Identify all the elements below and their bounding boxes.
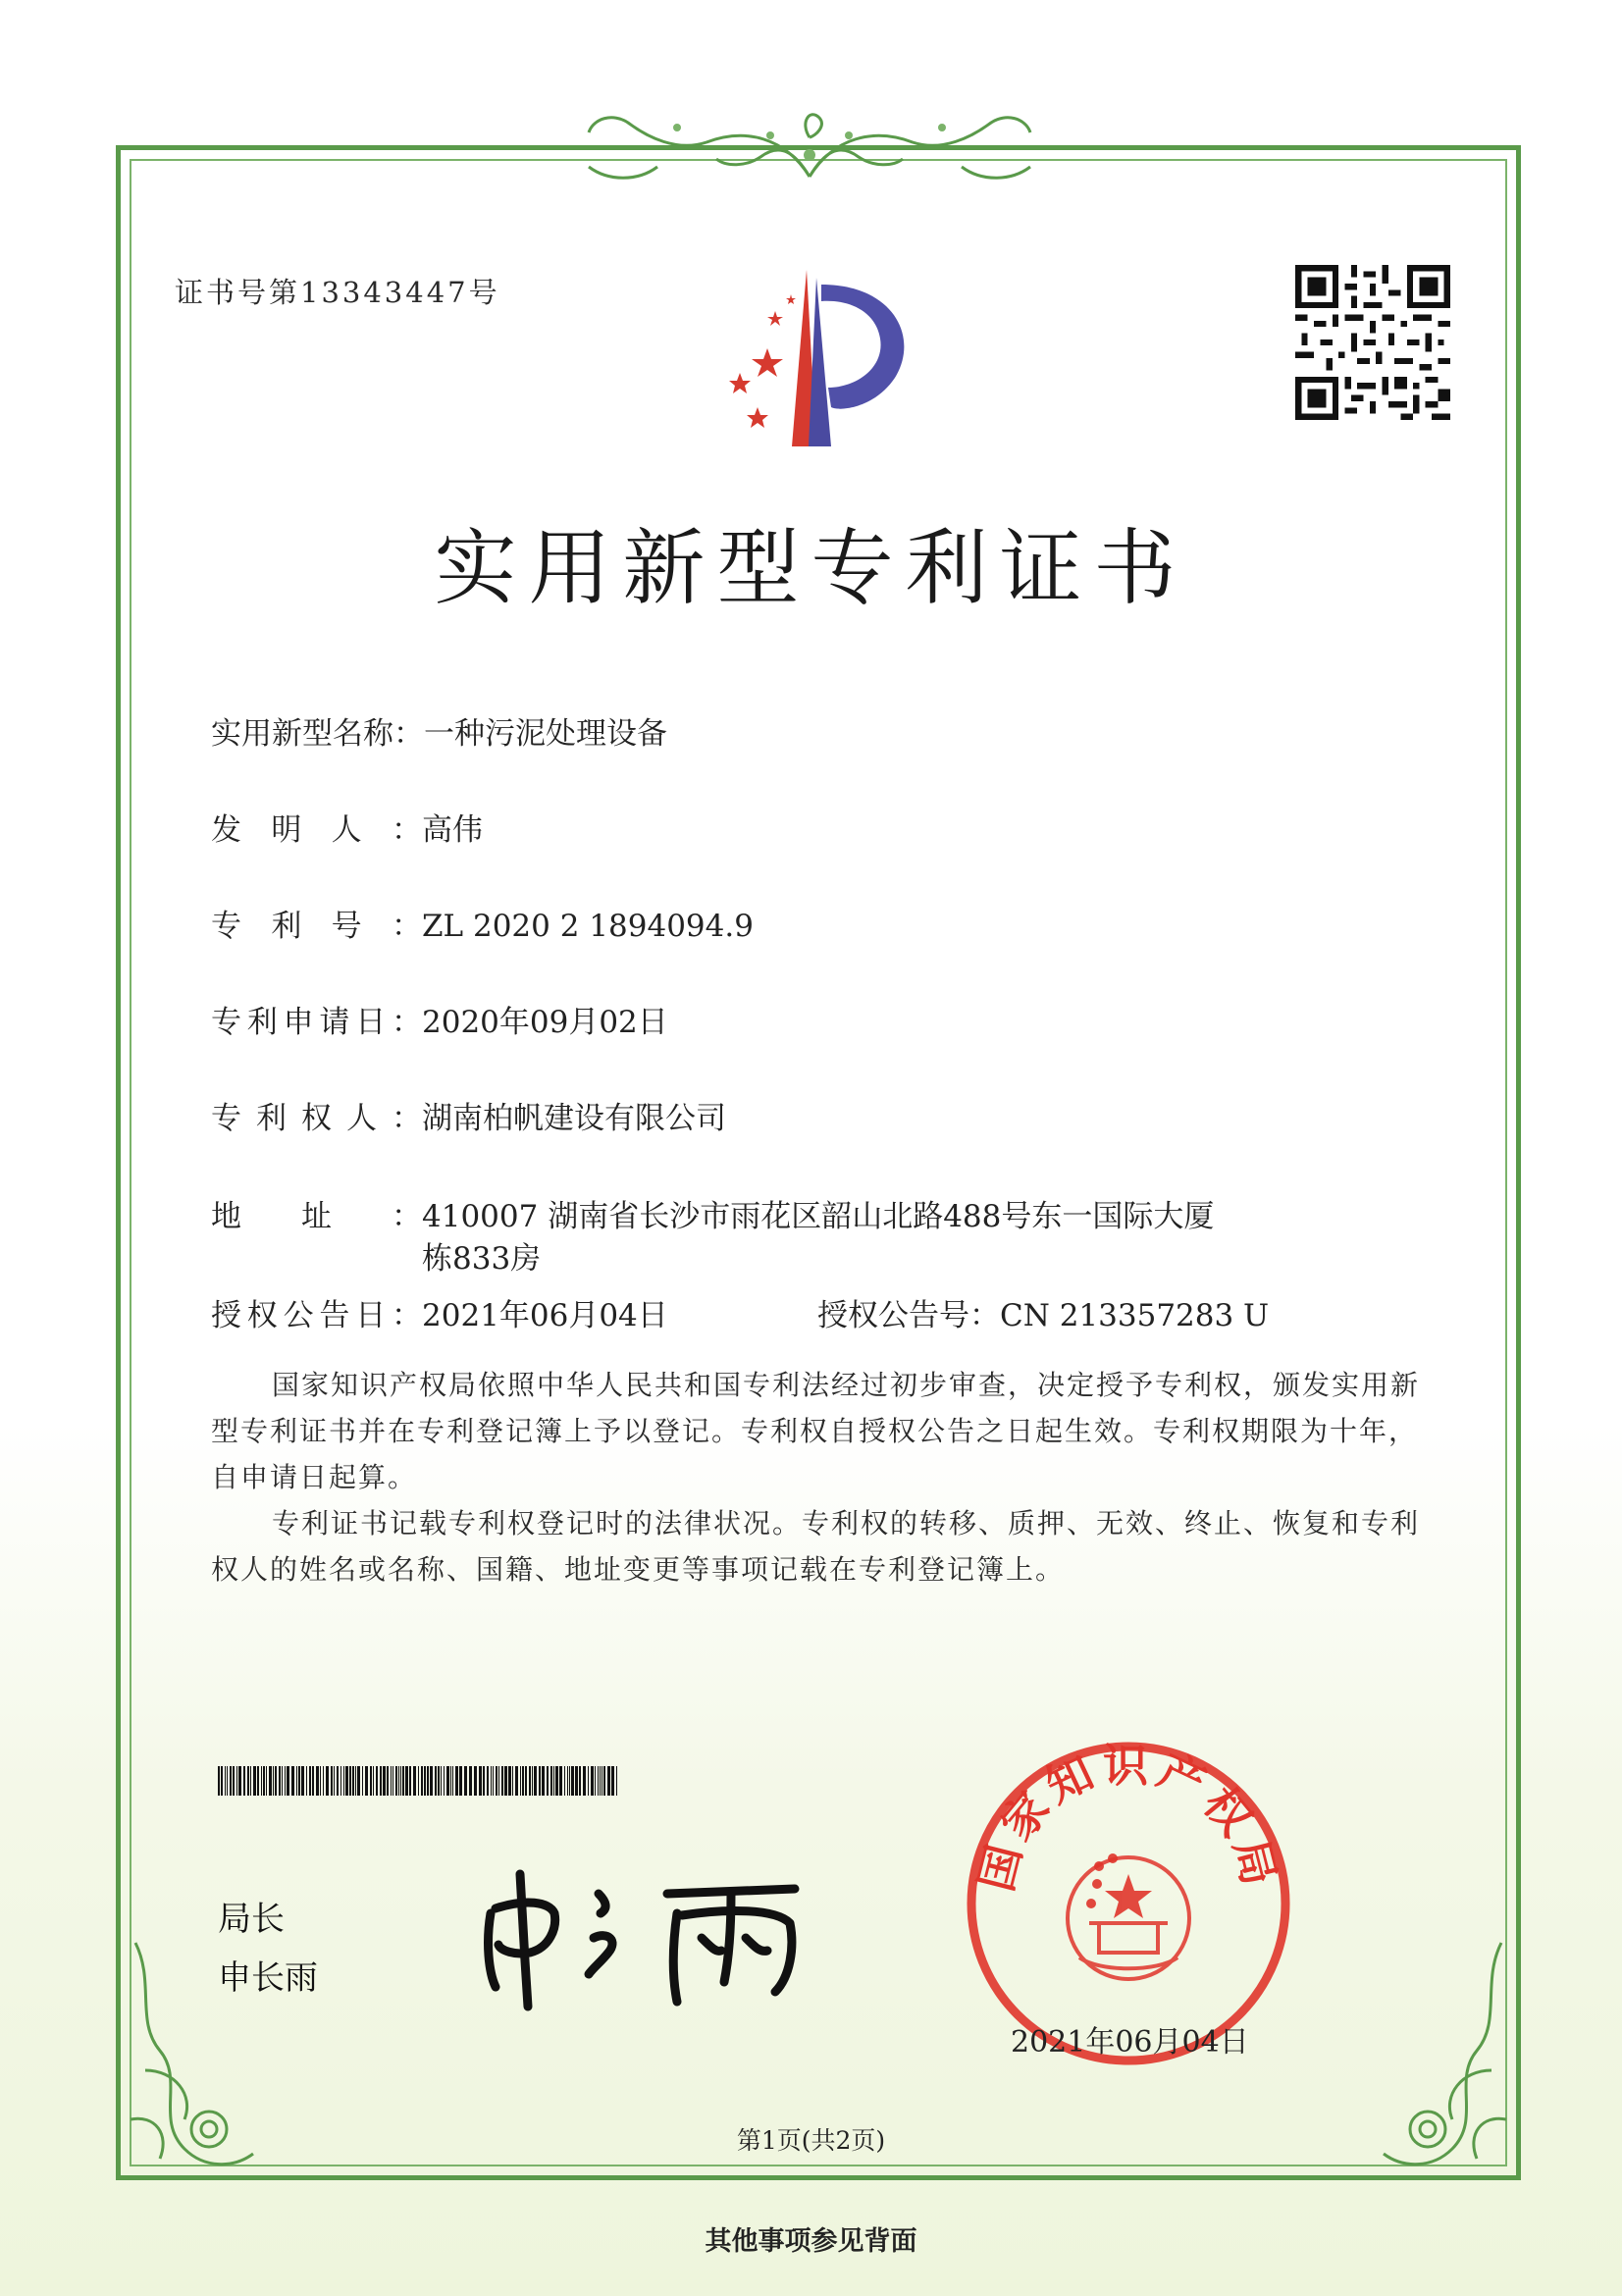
barcode-bar — [376, 1766, 378, 1796]
cnipa-logo-icon — [699, 260, 934, 456]
barcode-bar — [345, 1766, 348, 1796]
qr-code-icon — [1295, 265, 1450, 420]
barcode-bar — [298, 1766, 300, 1796]
grant-date-value: 2021年06月04日 — [422, 1298, 668, 1333]
patent-number-label: 专利号： — [211, 909, 422, 944]
barcode-bar — [491, 1766, 492, 1796]
barcode-bar — [579, 1766, 581, 1796]
barcode-bar — [569, 1766, 570, 1796]
barcode-bar — [343, 1766, 344, 1796]
barcode-bar — [564, 1766, 565, 1796]
barcode-bar — [273, 1766, 274, 1796]
barcode-bar — [539, 1766, 541, 1796]
barcode-bar — [469, 1766, 472, 1796]
filing-date-value: 2020年09月02日 — [422, 1005, 668, 1040]
grant-number-label: 授权公告号： — [817, 1298, 1000, 1333]
barcode-bar — [291, 1766, 294, 1796]
body-paragraph-1: 国家知识产权局依照中华人民共和国专利法经过初步审查，决定授予专利权，颁发实用新型专利证书并在专利登记簿上予以登记。专利权自授权公告之日起生效。专利权期限为十年，自申请日起算。 — [211, 1369, 1421, 1493]
barcode-bar — [266, 1766, 267, 1796]
address-row — [211, 1191, 1214, 1235]
inventor-value: 高伟 — [422, 812, 483, 848]
barcode-bar — [520, 1766, 521, 1796]
barcode-bar — [355, 1766, 356, 1796]
barcode-bar — [275, 1766, 277, 1796]
filing-date-row — [211, 997, 668, 1041]
grant-date-row — [211, 1290, 668, 1334]
barcode-bar — [496, 1766, 497, 1796]
barcode-bar — [512, 1766, 513, 1796]
barcode-bar — [233, 1766, 235, 1796]
address-line2: 栋833房 — [422, 1241, 542, 1277]
barcode-bar — [571, 1766, 574, 1796]
barcode-bar — [498, 1766, 499, 1796]
barcode-bar — [238, 1766, 241, 1796]
grant-date-label: 授权公告日： — [211, 1298, 422, 1333]
page-indicator: 第1页(共2页) — [736, 2126, 886, 2155]
barcode-bar — [365, 1766, 368, 1796]
barcode-bar — [301, 1766, 304, 1796]
barcode-bar — [337, 1766, 339, 1796]
svg-text:国家知识产权局 — [969, 1740, 1288, 1897]
top-ornament-icon — [559, 98, 1060, 191]
footer-note: 其他事项参见背面 — [705, 2226, 917, 2257]
barcode-bar — [559, 1766, 562, 1796]
barcode-bar — [493, 1766, 494, 1796]
certificate-body-text — [211, 1362, 1420, 1592]
barcode-bar — [550, 1766, 552, 1796]
barcode-bar — [427, 1766, 429, 1796]
barcode-bar — [227, 1766, 228, 1796]
barcode-bar — [567, 1766, 568, 1796]
barcode-bar — [547, 1766, 549, 1796]
barcode-bar — [331, 1766, 333, 1796]
barcode-bar — [236, 1766, 237, 1796]
utility-model-name-value: 一种污泥处理设备 — [424, 716, 667, 752]
barcode-bar — [424, 1766, 426, 1796]
barcode-bar — [446, 1766, 449, 1796]
barcode-bar — [306, 1766, 307, 1796]
barcode-bar — [221, 1766, 223, 1796]
barcode-bar — [395, 1766, 397, 1796]
barcode-bar — [591, 1766, 594, 1796]
barcode-bar — [441, 1766, 442, 1796]
barcode-bar — [287, 1766, 289, 1796]
barcode-bar — [603, 1766, 605, 1796]
barcode-bar — [607, 1766, 610, 1796]
barcode-bar — [611, 1766, 614, 1796]
patent-number-value: ZL 2020 2 1894094.9 — [422, 909, 754, 944]
barcode-bar — [380, 1766, 382, 1796]
barcode-bar — [452, 1766, 453, 1796]
body-paragraph-2: 专利证书记载专利权登记时的法律状况。专利权的转移、质押、无效、终止、恢复和专利权人的姓名或名称、国籍、地址变更等事项记载在专利登记簿上。 — [211, 1507, 1421, 1586]
barcode-bar — [370, 1766, 372, 1796]
barcode-bar — [555, 1766, 558, 1796]
barcode-bar — [357, 1766, 360, 1796]
barcode-bar — [534, 1766, 537, 1796]
barcode-bar — [243, 1766, 245, 1796]
barcode-bar — [479, 1766, 482, 1796]
barcode-bar — [600, 1766, 601, 1796]
barcode-bar — [296, 1766, 297, 1796]
barcode-bar — [279, 1766, 281, 1796]
certificate-number: 证书号第13343447号 — [175, 276, 500, 309]
barcode-bar — [444, 1766, 445, 1796]
barcode-bar — [309, 1766, 311, 1796]
barcode-bar — [483, 1766, 485, 1796]
barcode-bar — [334, 1766, 335, 1796]
barcode-bar — [387, 1766, 389, 1796]
filing-date-label: 专利申请日： — [211, 1005, 422, 1040]
barcode-bar — [323, 1766, 324, 1796]
barcode-bar — [529, 1766, 531, 1796]
barcode-bar — [405, 1766, 408, 1796]
seal-text: 国家知识产权局 — [968, 1739, 1288, 1897]
barcode-bar — [595, 1766, 596, 1796]
barcode-bar — [352, 1766, 354, 1796]
barcode-bar — [598, 1766, 599, 1796]
director-signature-icon — [471, 1854, 824, 2011]
barcode-bar — [250, 1766, 251, 1796]
inventor-row — [211, 805, 483, 849]
barcode-bar — [373, 1766, 374, 1796]
certificate-title: 实用新型专利证书 — [434, 520, 1188, 616]
grant-number-value: CN 213357283 U — [1000, 1298, 1270, 1333]
barcode-bar — [285, 1766, 286, 1796]
barcode-bar — [362, 1766, 363, 1796]
utility-model-name-label: 实用新型名称： — [211, 716, 424, 752]
barcode-bar — [525, 1766, 527, 1796]
patentee-label: 专利权人： — [211, 1101, 422, 1136]
barcode-bar — [392, 1766, 393, 1796]
barcode-bar — [430, 1766, 433, 1796]
director-name: 申长雨 — [218, 1958, 318, 1998]
barcode-bar — [230, 1766, 232, 1796]
director-title: 局长 — [218, 1900, 285, 1939]
barcode-bar — [459, 1766, 462, 1796]
barcode-bar — [282, 1766, 283, 1796]
barcode-bar — [455, 1766, 458, 1796]
barcode-bar — [349, 1766, 351, 1796]
patentee-value: 湖南柏帆建设有限公司 — [422, 1101, 726, 1136]
barcode-bar — [402, 1766, 404, 1796]
barcode-bar — [583, 1766, 586, 1796]
barcode-bar — [474, 1766, 477, 1796]
patent-number-row — [211, 901, 754, 945]
address-line1: 410007 湖南省长沙市雨花区韶山北路488号东一国际大厦 — [422, 1199, 1215, 1234]
barcode-bar — [316, 1766, 319, 1796]
barcode-bar — [588, 1766, 589, 1796]
barcode-bar — [409, 1766, 411, 1796]
barcode-bar — [508, 1766, 511, 1796]
barcode-bar — [450, 1766, 451, 1796]
barcode-bar — [413, 1766, 416, 1796]
grant-number-row — [817, 1290, 1269, 1334]
barcode-bar — [320, 1766, 321, 1796]
barcode-bar — [438, 1766, 440, 1796]
barcode-bar — [501, 1766, 503, 1796]
barcode-bar — [253, 1766, 256, 1796]
barcode-bar — [383, 1766, 386, 1796]
barcode-bar — [553, 1766, 554, 1796]
patentee-row — [211, 1093, 726, 1137]
barcode-bar — [257, 1766, 259, 1796]
barcode-bar — [435, 1766, 437, 1796]
barcode-bar — [464, 1766, 467, 1796]
barcode-bar — [263, 1766, 265, 1796]
barcode-bar — [398, 1766, 399, 1796]
barcode-bar — [218, 1766, 220, 1796]
barcode-bar — [400, 1766, 401, 1796]
barcode-icon — [218, 1766, 622, 1796]
barcode-bar — [542, 1766, 545, 1796]
barcode-bar — [532, 1766, 533, 1796]
barcode-bar — [391, 1766, 392, 1796]
barcode-bar — [575, 1766, 578, 1796]
barcode-bar — [421, 1766, 423, 1796]
barcode-bar — [247, 1766, 249, 1796]
barcode-bar — [340, 1766, 341, 1796]
seal-date: 2021年06月04日 — [1011, 2025, 1249, 2060]
address-label: 地址： — [211, 1199, 422, 1234]
inventor-label: 发明人： — [211, 812, 422, 848]
barcode-bar — [261, 1766, 262, 1796]
barcode-bar — [616, 1766, 617, 1796]
barcode-bar — [418, 1766, 419, 1796]
barcode-bar — [487, 1766, 489, 1796]
utility-model-name-row — [211, 708, 667, 753]
barcode-bar — [269, 1766, 272, 1796]
barcode-bar — [515, 1766, 518, 1796]
barcode-bar — [225, 1766, 226, 1796]
barcode-bar — [522, 1766, 524, 1796]
barcode-bar — [326, 1766, 329, 1796]
barcode-bar — [504, 1766, 507, 1796]
barcode-bar — [312, 1766, 314, 1796]
